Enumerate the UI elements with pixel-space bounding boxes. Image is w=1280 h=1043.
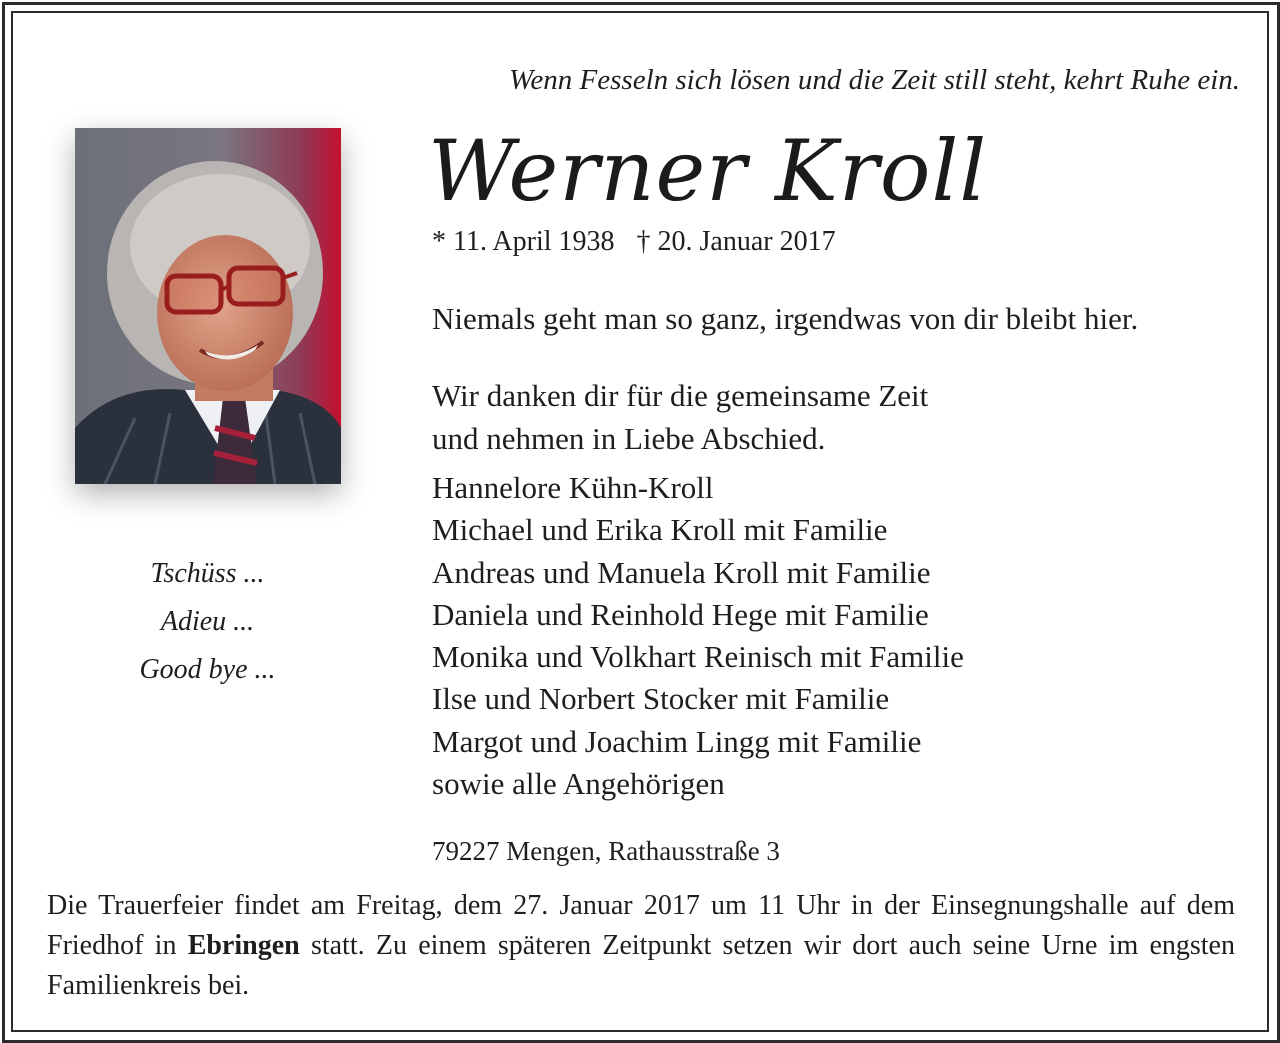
death-date: † 20. Januar 2017 bbox=[636, 226, 836, 257]
farewell-line: Adieu ... bbox=[160, 606, 255, 637]
thanks-text bbox=[432, 374, 928, 460]
ceremony-place: Ebringen bbox=[187, 930, 300, 961]
thanks-line: und nehmen in Liebe Abschied. bbox=[432, 421, 826, 456]
mourner: Michael und Erika Kroll mit Familie bbox=[432, 512, 888, 548]
memorial-quote: Niemals geht man so ganz, irgendwas von dir bleibt hier. bbox=[432, 301, 1139, 336]
mourner: Andreas und Manuela Kroll mit Familie bbox=[432, 554, 931, 590]
mourner: Hannelore Kühn-Kroll bbox=[432, 470, 714, 505]
life-dates bbox=[432, 226, 836, 258]
birth-date: * 11. April 1938 bbox=[432, 226, 615, 257]
portrait-photo bbox=[75, 128, 341, 484]
address: 79227 Mengen, Rathausstraße 3 bbox=[432, 836, 780, 866]
mourner: Margot und Joachim Lingg mit Familie bbox=[432, 723, 922, 759]
ceremony-text-start: Die Trauerfeier findet am Freitag, dem 27. Januar 2017 um 11 Uhr in der Einsegnungshalle auf dem Friedhof in bbox=[47, 890, 1235, 961]
motto: Wenn Fesseln sich lösen und die Zeit still steht, kehrt Ruhe ein. bbox=[508, 64, 1240, 96]
mourner: sowie alle Angehörigen bbox=[432, 766, 725, 802]
mourner: Ilse und Norbert Stocker mit Familie bbox=[432, 681, 890, 717]
farewell-line: Good bye ... bbox=[139, 654, 276, 685]
thanks-line: Wir danken dir für die gemeinsame Zeit bbox=[432, 378, 929, 413]
farewell-words bbox=[100, 550, 315, 694]
deceased-name: Werner Kroll bbox=[428, 122, 988, 220]
mourner: Daniela und Reinhold Hege mit Familie bbox=[432, 596, 929, 632]
mourners-list bbox=[432, 467, 964, 805]
farewell-line: Tschüss ... bbox=[150, 558, 265, 589]
ceremony-notice bbox=[47, 886, 1235, 1006]
ceremony-text-end: statt. Zu einem späteren Zeitpunkt setzen wir dort auch seine Urne im engsten Familienkreis bei. bbox=[47, 930, 1235, 1001]
mourner: Monika und Volkhart Reinisch mit Familie bbox=[432, 639, 964, 675]
